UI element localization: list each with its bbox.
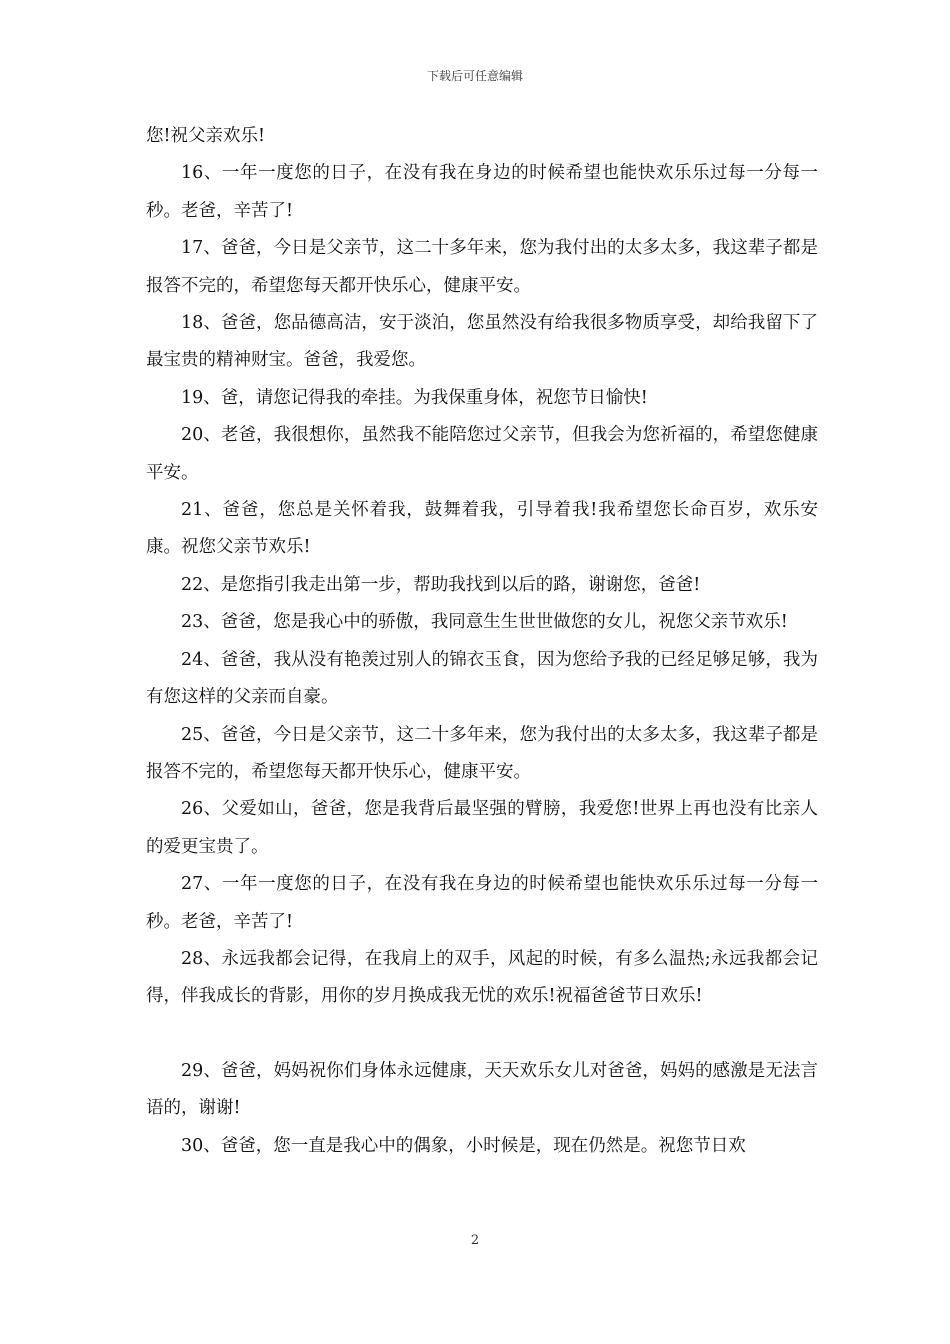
- paragraph-gap: [146, 1016, 818, 1053]
- paragraph-continuation: 您!祝父亲欢乐!: [146, 126, 266, 146]
- paragraph-16: 16、一年一度您的日子，在没有我在身边的时候希望也能快欢乐乐过每一分每一秒。老爸，辛苦了!: [146, 163, 818, 221]
- paragraph-25: 25、爸爸，今日是父亲节，这二十多年来，您为我付出的太多太多，我这辈子都是报答不完的，希望您每天都开快乐心，健康平安。: [146, 724, 818, 782]
- document-body: [146, 118, 818, 1165]
- paragraph-17: 17、爸爸，今日是父亲节，这二十多年来，您为我付出的太多太多，我这辈子都是报答不完的，希望您每天都开快乐心，健康平安。: [146, 238, 818, 296]
- paragraph-19: 19、爸，请您记得我的牵挂。为我保重身体，祝您节日愉快!: [181, 387, 648, 408]
- page-header: 下载后可任意编辑: [426, 69, 523, 83]
- paragraph-26: 26、父爱如山，爸爸，您是我背后最坚强的臂膀，我爱您!世界上再也没有比亲人的爱更宝贵了。: [146, 799, 818, 857]
- paragraph-24: 24、爸爸，我从没有艳羡过别人的锦衣玉食，因为您给予我的已经足够足够，我为有您这样的父亲而自豪。: [146, 649, 818, 708]
- paragraph-21: 21、爸爸，您总是关怀着我，鼓舞着我，引导着我!我希望您长命百岁，欢乐安康。祝您父亲节欢乐!: [146, 500, 818, 558]
- paragraph-30: 30、爸爸，您一直是我心中的偶象，小时候是，现在仍然是。祝您节日欢: [181, 1135, 746, 1156]
- paragraph-27: 27、一年一度您的日子，在没有我在身边的时候希望也能快欢乐乐过每一分每一秒。老爸，辛苦了!: [146, 874, 818, 932]
- paragraph-22: 22、是您指引我走出第一步，帮助我找到以后的路，谢谢您，爸爸!: [181, 574, 701, 595]
- paragraph-23: 23、爸爸，您是我心中的骄傲，我同意生生世世做您的女儿，祝您父亲节欢乐!: [181, 612, 788, 633]
- paragraph-29: 29、爸爸，妈妈祝你们身体永远健康，天天欢乐女儿对爸爸，妈妈的感激是无法言语的，谢谢!: [146, 1060, 818, 1119]
- page-number: 2: [470, 1233, 480, 1248]
- paragraph-20: 20、老爸，我很想你，虽然我不能陪您过父亲节，但我会为您祈福的，希望您健康平安。: [146, 425, 818, 483]
- paragraph-18: 18、爸爸，您品德高洁，安于淡泊，您虽然没有给我很多物质享受，却给我留下了最宝贵的精神财宝。爸爸，我爱您。: [146, 313, 818, 371]
- paragraph-28: 28、永远我都会记得，在我肩上的双手，风起的时候，有多么温热;永远我都会记得，伴我成长的背影，用你的岁月换成我无忧的欢乐!祝福爸爸节日欢乐!: [146, 948, 818, 1007]
